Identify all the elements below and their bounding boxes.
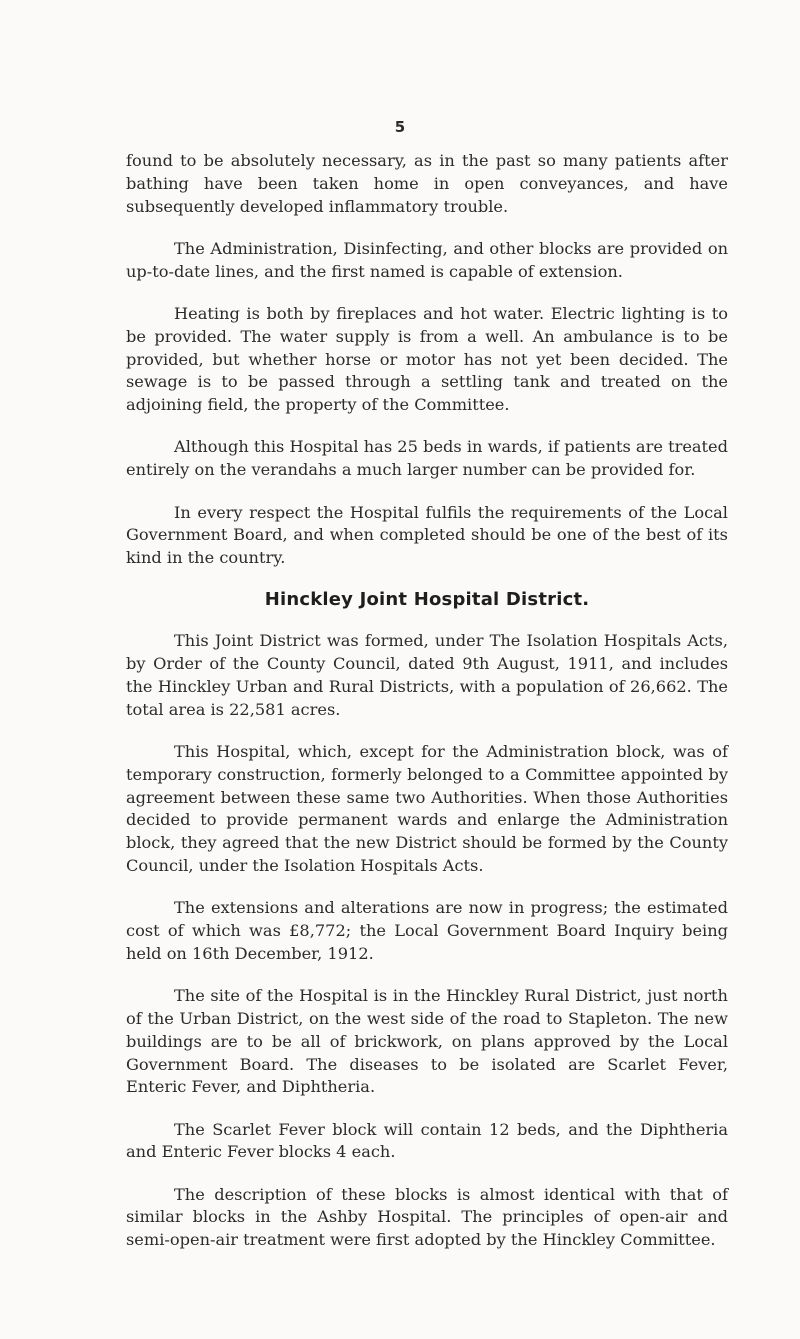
document-body <box>126 150 728 1272</box>
paragraph-heating: Heating is both by fireplaces and hot water. Electric lighting is to be provided. The water supply is from a well. An ambulance is to be provided, but whether horse or motor has not yet been decided. The sewage is to be passed through a settling tank and treated on the adjoining field, the property of the Committee. <box>126 303 728 415</box>
paragraph-description: The description of these blocks is almost identical with that of similar blocks in the Ashby Hospital. The principles of open-air and semi-open-air treatment were first adopted by the Hinckley Committee. <box>126 1184 728 1250</box>
paragraph-beds: Although this Hospital has 25 beds in wards, if patients are treated entirely on the verandahs a much larger number can be provided for. <box>126 437 728 480</box>
page-number: 5 <box>394 118 406 136</box>
section-heading: Hinckley Joint Hospital District. <box>264 589 590 611</box>
paragraph-blocks-beds: The Scarlet Fever block will contain 12 beds, and the Diphtheria and Enteric Fever blocks 4 each. <box>126 1119 728 1162</box>
paragraph-blocks: The Administration, Disinfecting, and other blocks are provided on up-to-date lines, and the first named is capable of extension. <box>126 238 728 281</box>
paragraph-continuation: found to be absolutely necessary, as in the past so many patients after bathing have been taken home in open conveyances, and have subsequently developed inflammatory trouble. <box>126 151 728 216</box>
paragraph-site: The site of the Hospital is in the Hinckley Rural District, just north of the Urban District, on the west side of the road to Stapleton. The new buildings are to be all of brickwork, on plans approved by the Local Government Board. The diseases to be isolated are Scarlet Fever, Enteric Fever, and Diphtheria. <box>126 986 728 1097</box>
paragraph-extensions: The extensions and alterations are now in progress; the estimated cost of which was £8,772; the Local Government Board Inquiry being held on 16th December, 1912. <box>126 898 728 963</box>
paragraph-district-formed: This Joint District was formed, under The Isolation Hospitals Acts, by Order of the County Council, dated 9th August, 1911, and includes the Hinckley Urban and Rural Districts, with a population of 26,662. The total area is 22,581 acres. <box>126 631 728 719</box>
paragraph-hospital-history: This Hospital, which, except for the Administration block, was of temporary construction, formerly belonged to a Committee appointed by agreement between these same two Authorities. When those Authorities decided to provide permanent wards and enlarge the Administration block, they agreed that the new District should be formed by the County Council, under the Isolation Hospitals Acts. <box>126 741 728 875</box>
paragraph-requirements: In every respect the Hospital fulfils the requirements of the Local Government Board, and when completed should be one of the best of its kind in the country. <box>126 502 728 568</box>
